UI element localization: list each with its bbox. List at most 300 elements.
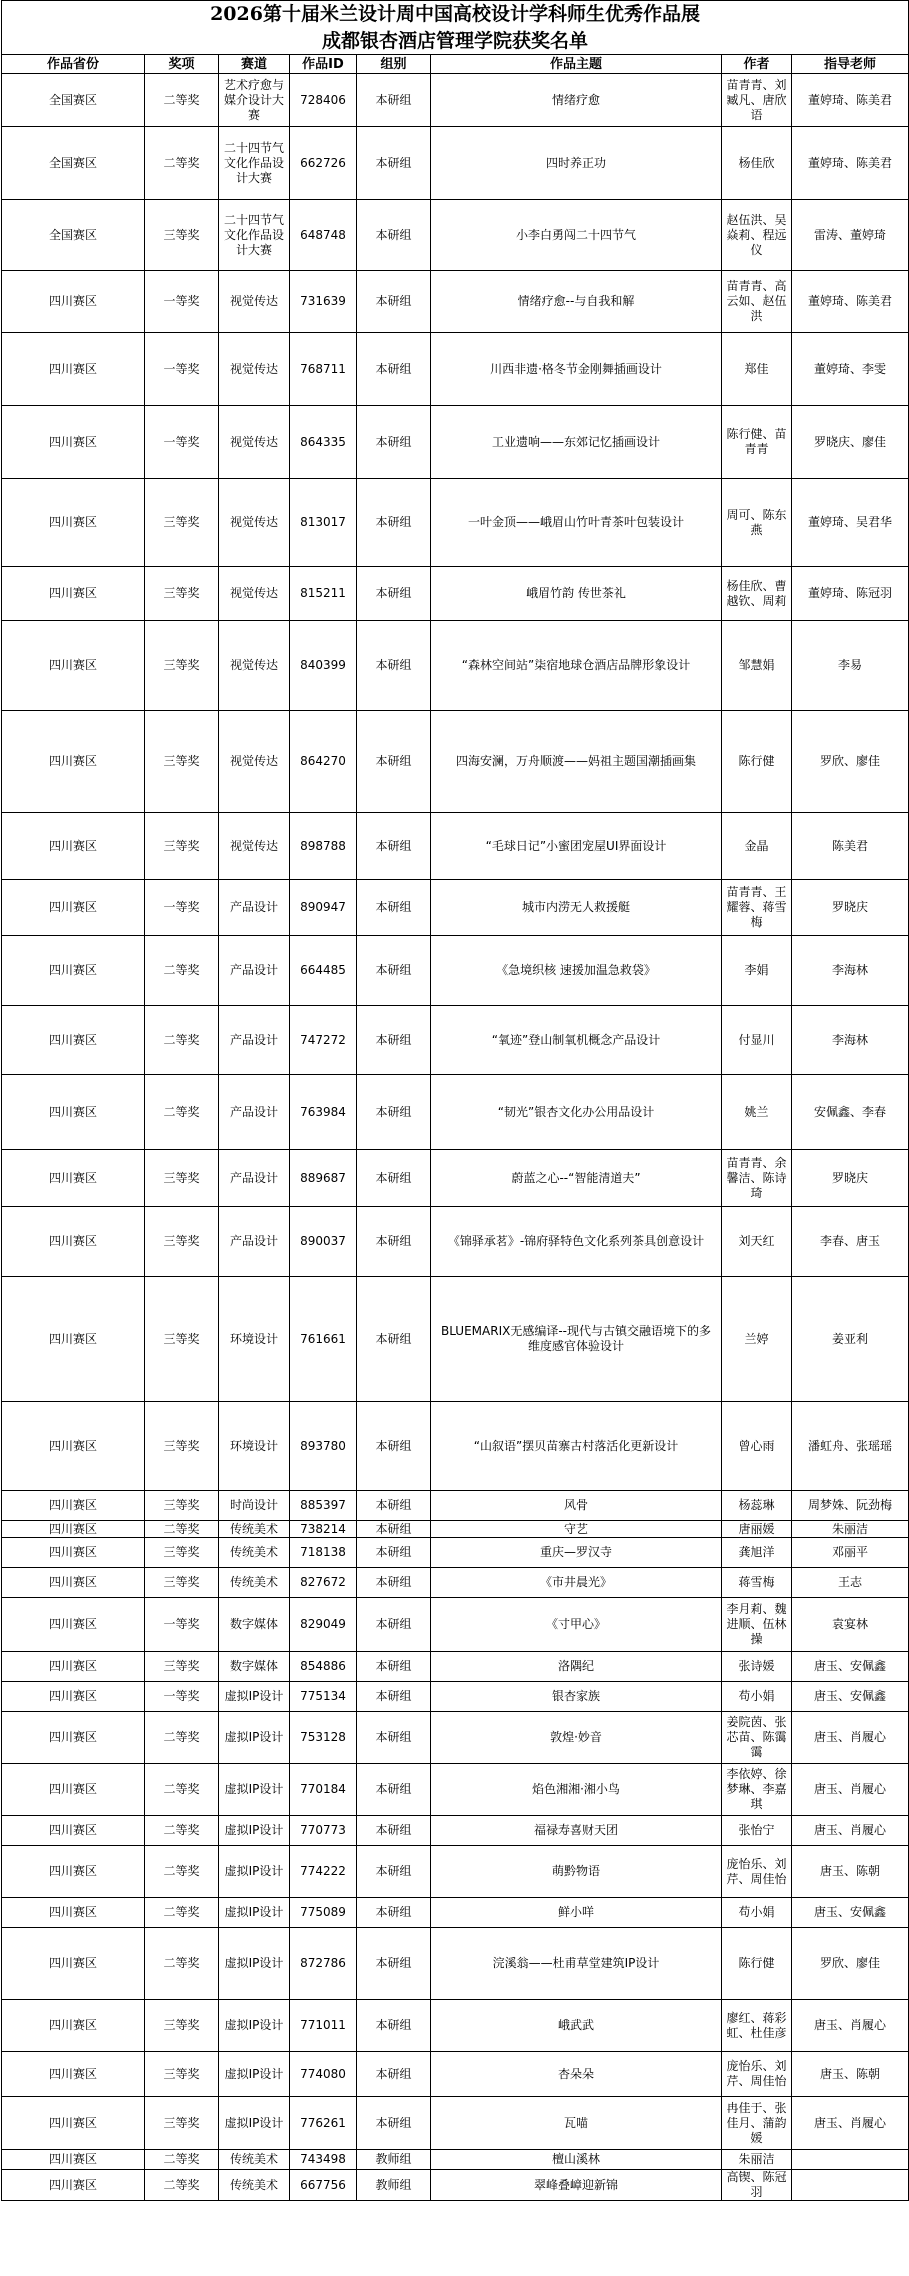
topic-cell: 杏朵朵 — [431, 2052, 722, 2097]
award-cell: 二等奖 — [145, 936, 219, 1006]
teacher-cell: 唐玉、肖履心 — [792, 1712, 909, 1764]
group-cell: 本研组 — [357, 74, 431, 127]
topic-cell: 《寸甲心》 — [431, 1598, 722, 1652]
topic-cell: 小李白勇闯二十四节气 — [431, 200, 722, 271]
award-cell: 二等奖 — [145, 1712, 219, 1764]
topic-cell: 檀山溪林 — [431, 2150, 722, 2170]
award-cell: 二等奖 — [145, 74, 219, 127]
table-row — [2, 1928, 909, 2000]
award-cell: 三等奖 — [145, 479, 219, 567]
group-cell: 本研组 — [357, 1652, 431, 1682]
col-header-province: 作品省份 — [2, 55, 145, 74]
track-cell: 视觉传达 — [219, 333, 290, 406]
author-cell: 姜院茵、张芯苗、陈霭霭 — [722, 1712, 792, 1764]
track-cell: 产品设计 — [219, 1075, 290, 1150]
author-cell: 蒋雪梅 — [722, 1568, 792, 1598]
track-cell: 传统美术 — [219, 2150, 290, 2170]
author-cell: 杨佳欣 — [722, 127, 792, 200]
group-cell: 本研组 — [357, 1521, 431, 1538]
id-cell: 775134 — [290, 1682, 357, 1712]
table-row — [2, 1006, 909, 1075]
col-header-group: 组别 — [357, 55, 431, 74]
topic-cell: 情绪疗愈 — [431, 74, 722, 127]
id-cell: 775089 — [290, 1898, 357, 1928]
track-cell: 虚拟IP设计 — [219, 2097, 290, 2150]
id-cell: 893780 — [290, 1402, 357, 1491]
teacher-cell: 唐玉、肖履心 — [792, 2097, 909, 2150]
id-cell: 731639 — [290, 271, 357, 333]
track-cell: 产品设计 — [219, 1006, 290, 1075]
province-cell: 四川赛区 — [2, 2097, 145, 2150]
table-row — [2, 74, 909, 127]
teacher-cell: 周梦姝、阮劲梅 — [792, 1491, 909, 1521]
province-cell: 四川赛区 — [2, 711, 145, 813]
table-row — [2, 271, 909, 333]
topic-cell: 情绪疗愈--与自我和解 — [431, 271, 722, 333]
id-cell: 771011 — [290, 2000, 357, 2052]
teacher-cell: 唐玉、安佩鑫 — [792, 1682, 909, 1712]
author-cell: 陈行健 — [722, 1928, 792, 2000]
author-cell: 李娟 — [722, 936, 792, 1006]
teacher-cell: 罗晓庆 — [792, 880, 909, 936]
author-cell: 陈行健 — [722, 711, 792, 813]
id-cell: 662726 — [290, 127, 357, 200]
topic-cell: 翠峰叠嶂迎新锦 — [431, 2170, 722, 2201]
track-cell: 环境设计 — [219, 1402, 290, 1491]
teacher-cell: 董婷琦、陈美君 — [792, 271, 909, 333]
province-cell: 四川赛区 — [2, 1006, 145, 1075]
author-cell: 邹慧娟 — [722, 621, 792, 711]
group-cell: 本研组 — [357, 1598, 431, 1652]
province-cell: 四川赛区 — [2, 1846, 145, 1898]
teacher-cell: 罗欣、廖佳 — [792, 1928, 909, 2000]
track-cell: 产品设计 — [219, 1207, 290, 1277]
author-cell: 姚兰 — [722, 1075, 792, 1150]
group-cell: 本研组 — [357, 1816, 431, 1846]
province-cell: 四川赛区 — [2, 1598, 145, 1652]
author-cell: 高锲、陈冠羽 — [722, 2170, 792, 2201]
group-cell: 本研组 — [357, 406, 431, 479]
table-row — [2, 1816, 909, 1846]
table-row — [2, 813, 909, 880]
title-row-2 — [2, 28, 909, 55]
group-cell: 本研组 — [357, 1764, 431, 1816]
award-cell: 二等奖 — [145, 1006, 219, 1075]
track-cell: 数字媒体 — [219, 1598, 290, 1652]
teacher-cell: 李海林 — [792, 1006, 909, 1075]
award-cell: 一等奖 — [145, 271, 219, 333]
id-cell: 768711 — [290, 333, 357, 406]
province-cell: 四川赛区 — [2, 1682, 145, 1712]
header-row — [2, 55, 909, 74]
group-cell: 本研组 — [357, 1150, 431, 1207]
teacher-cell: 唐玉、肖履心 — [792, 1764, 909, 1816]
award-cell: 一等奖 — [145, 406, 219, 479]
topic-cell: “森林空间站”柒宿地球仓酒店品牌形象设计 — [431, 621, 722, 711]
province-cell: 四川赛区 — [2, 1491, 145, 1521]
document-title: 2026第十届米兰设计周中国高校设计学科师生优秀作品展 — [2, 1, 909, 28]
award-cell: 二等奖 — [145, 1928, 219, 2000]
group-cell: 本研组 — [357, 1006, 431, 1075]
award-cell: 三等奖 — [145, 2097, 219, 2150]
group-cell: 本研组 — [357, 333, 431, 406]
track-cell: 时尚设计 — [219, 1491, 290, 1521]
teacher-cell: 董婷琦、陈冠羽 — [792, 567, 909, 621]
author-cell: 刘天红 — [722, 1207, 792, 1277]
track-cell: 虚拟IP设计 — [219, 2000, 290, 2052]
author-cell: 张诗媛 — [722, 1652, 792, 1682]
table-row — [2, 1075, 909, 1150]
table-row — [2, 127, 909, 200]
award-table — [1, 0, 909, 2201]
award-cell: 二等奖 — [145, 2150, 219, 2170]
table-row — [2, 2052, 909, 2097]
award-cell: 三等奖 — [145, 1402, 219, 1491]
id-cell: 728406 — [290, 74, 357, 127]
group-cell: 本研组 — [357, 200, 431, 271]
award-cell: 三等奖 — [145, 1568, 219, 1598]
topic-cell: “韧光”银杏文化办公用品设计 — [431, 1075, 722, 1150]
table-row — [2, 333, 909, 406]
award-cell: 三等奖 — [145, 567, 219, 621]
author-cell: 兰婷 — [722, 1277, 792, 1402]
table-row — [2, 1150, 909, 1207]
topic-cell: “氧迹”登山制氧机概念产品设计 — [431, 1006, 722, 1075]
author-cell: 曾心雨 — [722, 1402, 792, 1491]
topic-cell: 守艺 — [431, 1521, 722, 1538]
province-cell: 全国赛区 — [2, 200, 145, 271]
province-cell: 四川赛区 — [2, 2000, 145, 2052]
group-cell: 本研组 — [357, 880, 431, 936]
table-row — [2, 1764, 909, 1816]
id-cell: 890947 — [290, 880, 357, 936]
province-cell: 四川赛区 — [2, 1568, 145, 1598]
province-cell: 四川赛区 — [2, 1521, 145, 1538]
track-cell: 视觉传达 — [219, 711, 290, 813]
award-cell: 二等奖 — [145, 1521, 219, 1538]
topic-cell: 福禄寿喜财天团 — [431, 1816, 722, 1846]
teacher-cell: 唐玉、肖履心 — [792, 2000, 909, 2052]
track-cell: 视觉传达 — [219, 813, 290, 880]
group-cell: 本研组 — [357, 1075, 431, 1150]
province-cell: 四川赛区 — [2, 1538, 145, 1568]
track-cell: 传统美术 — [219, 1568, 290, 1598]
topic-cell: 四海安澜，万舟顺渡——妈祖主题国潮插画集 — [431, 711, 722, 813]
author-cell: 苗青青、刘臧凡、唐欣语 — [722, 74, 792, 127]
track-cell: 虚拟IP设计 — [219, 2052, 290, 2097]
group-cell: 本研组 — [357, 127, 431, 200]
teacher-cell: 唐玉、陈朝 — [792, 2052, 909, 2097]
topic-cell: 一叶金顶——峨眉山竹叶青茶叶包装设计 — [431, 479, 722, 567]
id-cell: 648748 — [290, 200, 357, 271]
award-cell: 二等奖 — [145, 1816, 219, 1846]
group-cell: 本研组 — [357, 479, 431, 567]
table-row — [2, 621, 909, 711]
col-header-teacher: 指导老师 — [792, 55, 909, 74]
teacher-cell: 董婷琦、陈美君 — [792, 127, 909, 200]
author-cell: 杨佳欣、曹越钦、周莉 — [722, 567, 792, 621]
teacher-cell: 罗晓庆、廖佳 — [792, 406, 909, 479]
table-body — [2, 74, 909, 2201]
group-cell: 本研组 — [357, 1277, 431, 1402]
topic-cell: “毛球日记”小蜜团宠屋UI界面设计 — [431, 813, 722, 880]
table-row — [2, 1402, 909, 1491]
award-cell: 三等奖 — [145, 1207, 219, 1277]
province-cell: 四川赛区 — [2, 1075, 145, 1150]
track-cell: 视觉传达 — [219, 567, 290, 621]
province-cell: 四川赛区 — [2, 406, 145, 479]
group-cell: 本研组 — [357, 2097, 431, 2150]
award-cell: 一等奖 — [145, 1682, 219, 1712]
group-cell: 本研组 — [357, 936, 431, 1006]
award-cell: 三等奖 — [145, 2052, 219, 2097]
group-cell: 本研组 — [357, 1928, 431, 2000]
teacher-cell: 姜亚利 — [792, 1277, 909, 1402]
award-cell: 三等奖 — [145, 2000, 219, 2052]
teacher-cell — [792, 2150, 909, 2170]
teacher-cell — [792, 2170, 909, 2201]
group-cell: 本研组 — [357, 1898, 431, 1928]
province-cell: 四川赛区 — [2, 1277, 145, 1402]
id-cell: 898788 — [290, 813, 357, 880]
group-cell: 本研组 — [357, 1402, 431, 1491]
teacher-cell: 陈美君 — [792, 813, 909, 880]
award-cell: 三等奖 — [145, 1491, 219, 1521]
topic-cell: 焰色湘湘·湘小鸟 — [431, 1764, 722, 1816]
award-cell: 三等奖 — [145, 711, 219, 813]
id-cell: 774080 — [290, 2052, 357, 2097]
award-cell: 三等奖 — [145, 1652, 219, 1682]
province-cell: 四川赛区 — [2, 1150, 145, 1207]
province-cell: 四川赛区 — [2, 1712, 145, 1764]
award-cell: 三等奖 — [145, 1538, 219, 1568]
id-cell: 743498 — [290, 2150, 357, 2170]
province-cell: 四川赛区 — [2, 333, 145, 406]
award-cell: 三等奖 — [145, 1150, 219, 1207]
id-cell: 747272 — [290, 1006, 357, 1075]
province-cell: 四川赛区 — [2, 1928, 145, 2000]
group-cell: 本研组 — [357, 621, 431, 711]
topic-cell: 重庆—罗汉寺 — [431, 1538, 722, 1568]
author-cell: 廖红、蒋彩虹、杜佳彦 — [722, 2000, 792, 2052]
id-cell: 753128 — [290, 1712, 357, 1764]
author-cell: 苟小娟 — [722, 1682, 792, 1712]
group-cell: 本研组 — [357, 271, 431, 333]
award-cell: 一等奖 — [145, 880, 219, 936]
topic-cell: 洛隅纪 — [431, 1652, 722, 1682]
teacher-cell: 董婷琦、陈美君 — [792, 74, 909, 127]
table-row — [2, 2170, 909, 2201]
table-row — [2, 1898, 909, 1928]
group-cell: 本研组 — [357, 1207, 431, 1277]
id-cell: 776261 — [290, 2097, 357, 2150]
track-cell: 虚拟IP设计 — [219, 1928, 290, 2000]
topic-cell: 银杏家族 — [431, 1682, 722, 1712]
group-cell: 本研组 — [357, 2000, 431, 2052]
topic-cell: 城市内涝无人救援艇 — [431, 880, 722, 936]
teacher-cell: 唐玉、陈朝 — [792, 1846, 909, 1898]
topic-cell: 瓦喵 — [431, 2097, 722, 2150]
award-cell: 二等奖 — [145, 127, 219, 200]
track-cell: 传统美术 — [219, 1538, 290, 1568]
province-cell: 四川赛区 — [2, 1764, 145, 1816]
track-cell: 艺术疗愈与媒介设计大赛 — [219, 74, 290, 127]
id-cell: 829049 — [290, 1598, 357, 1652]
track-cell: 虚拟IP设计 — [219, 1764, 290, 1816]
province-cell: 四川赛区 — [2, 1898, 145, 1928]
track-cell: 视觉传达 — [219, 271, 290, 333]
track-cell: 传统美术 — [219, 2170, 290, 2201]
table-row — [2, 1568, 909, 1598]
province-cell: 四川赛区 — [2, 2052, 145, 2097]
table-row — [2, 1712, 909, 1764]
topic-cell: 工业遗响——东郊记忆插画设计 — [431, 406, 722, 479]
table-row — [2, 1846, 909, 1898]
track-cell: 数字媒体 — [219, 1652, 290, 1682]
col-header-author: 作者 — [722, 55, 792, 74]
id-cell: 815211 — [290, 567, 357, 621]
award-cell: 一等奖 — [145, 1598, 219, 1652]
province-cell: 四川赛区 — [2, 1816, 145, 1846]
topic-cell: 蔚蓝之心--“智能清道夫” — [431, 1150, 722, 1207]
document-subtitle: 成都银杏酒店管理学院获奖名单 — [2, 28, 909, 55]
teacher-cell: 罗欣、廖佳 — [792, 711, 909, 813]
title-row-1 — [2, 1, 909, 28]
topic-cell: 《急境织核 速援加温急救袋》 — [431, 936, 722, 1006]
track-cell: 虚拟IP设计 — [219, 1898, 290, 1928]
teacher-cell: 袁宴林 — [792, 1598, 909, 1652]
topic-cell: 四时养正功 — [431, 127, 722, 200]
province-cell: 四川赛区 — [2, 1402, 145, 1491]
teacher-cell: 李春、唐玉 — [792, 1207, 909, 1277]
award-cell: 一等奖 — [145, 333, 219, 406]
id-cell: 885397 — [290, 1491, 357, 1521]
province-cell: 四川赛区 — [2, 2170, 145, 2201]
table-row — [2, 406, 909, 479]
col-header-track: 赛道 — [219, 55, 290, 74]
group-cell: 本研组 — [357, 813, 431, 880]
id-cell: 763984 — [290, 1075, 357, 1150]
province-cell: 四川赛区 — [2, 813, 145, 880]
group-cell: 本研组 — [357, 1712, 431, 1764]
group-cell: 本研组 — [357, 567, 431, 621]
author-cell: 张怡宁 — [722, 1816, 792, 1846]
topic-cell: 风骨 — [431, 1491, 722, 1521]
author-cell: 苗青青、王耀蓉、蒋雪梅 — [722, 880, 792, 936]
topic-cell: BLUEMARIX无感编译--现代与古镇交融语境下的多维度感官体验设计 — [431, 1277, 722, 1402]
award-cell: 三等奖 — [145, 621, 219, 711]
topic-cell: 敦煌·妙音 — [431, 1712, 722, 1764]
table-row — [2, 1491, 909, 1521]
teacher-cell: 唐玉、安佩鑫 — [792, 1898, 909, 1928]
id-cell: 813017 — [290, 479, 357, 567]
author-cell: 唐丽媛 — [722, 1521, 792, 1538]
table-row — [2, 200, 909, 271]
track-cell: 产品设计 — [219, 880, 290, 936]
province-cell: 四川赛区 — [2, 567, 145, 621]
author-cell: 付显川 — [722, 1006, 792, 1075]
province-cell: 四川赛区 — [2, 271, 145, 333]
author-cell: 龚旭洋 — [722, 1538, 792, 1568]
author-cell: 朱丽洁 — [722, 2150, 792, 2170]
topic-cell: 《市井晨光》 — [431, 1568, 722, 1598]
author-cell: 郑佳 — [722, 333, 792, 406]
province-cell: 四川赛区 — [2, 621, 145, 711]
topic-cell: 鲜小咩 — [431, 1898, 722, 1928]
teacher-cell: 李海林 — [792, 936, 909, 1006]
author-cell: 苗青青、高云如、赵伍洪 — [722, 271, 792, 333]
teacher-cell: 唐玉、安佩鑫 — [792, 1652, 909, 1682]
track-cell: 二十四节气文化作品设计大赛 — [219, 127, 290, 200]
id-cell: 770773 — [290, 1816, 357, 1846]
topic-cell: 峨武武 — [431, 2000, 722, 2052]
author-cell: 庞怡乐、刘芹、周佳怡 — [722, 2052, 792, 2097]
group-cell: 本研组 — [357, 1491, 431, 1521]
teacher-cell: 王志 — [792, 1568, 909, 1598]
table-row — [2, 2000, 909, 2052]
author-cell: 李依婷、徐梦琳、李嘉琪 — [722, 1764, 792, 1816]
author-cell: 陈行健、苗青青 — [722, 406, 792, 479]
teacher-cell: 朱丽洁 — [792, 1521, 909, 1538]
group-cell: 教师组 — [357, 2150, 431, 2170]
author-cell: 赵伍洪、吴焱莉、程远仪 — [722, 200, 792, 271]
award-cell: 三等奖 — [145, 200, 219, 271]
table-row — [2, 1538, 909, 1568]
id-cell: 827672 — [290, 1568, 357, 1598]
group-cell: 本研组 — [357, 711, 431, 813]
id-cell: 840399 — [290, 621, 357, 711]
author-cell: 庞怡乐、刘芹、周佳怡 — [722, 1846, 792, 1898]
id-cell: 890037 — [290, 1207, 357, 1277]
award-cell: 二等奖 — [145, 1898, 219, 1928]
track-cell: 环境设计 — [219, 1277, 290, 1402]
award-cell: 二等奖 — [145, 1846, 219, 1898]
teacher-cell: 安佩鑫、李春 — [792, 1075, 909, 1150]
id-cell: 774222 — [290, 1846, 357, 1898]
track-cell: 虚拟IP设计 — [219, 1816, 290, 1846]
table-row — [2, 1682, 909, 1712]
track-cell: 视觉传达 — [219, 406, 290, 479]
table-row — [2, 1277, 909, 1402]
teacher-cell: 李易 — [792, 621, 909, 711]
author-cell: 苟小娟 — [722, 1898, 792, 1928]
id-cell: 864335 — [290, 406, 357, 479]
track-cell: 虚拟IP设计 — [219, 1682, 290, 1712]
table-row — [2, 936, 909, 1006]
table-row — [2, 2150, 909, 2170]
award-cell: 二等奖 — [145, 1075, 219, 1150]
id-cell: 770184 — [290, 1764, 357, 1816]
id-cell: 889687 — [290, 1150, 357, 1207]
award-cell: 三等奖 — [145, 1277, 219, 1402]
province-cell: 四川赛区 — [2, 2150, 145, 2170]
id-cell: 667756 — [290, 2170, 357, 2201]
table-row — [2, 1652, 909, 1682]
teacher-cell: 潘虹舟、张瑶瑶 — [792, 1402, 909, 1491]
award-cell: 二等奖 — [145, 1764, 219, 1816]
author-cell: 李月莉、魏进顺、伍林操 — [722, 1598, 792, 1652]
col-header-award: 奖项 — [145, 55, 219, 74]
table-row — [2, 1598, 909, 1652]
topic-cell: 浣溪翁——杜甫草堂建筑IP设计 — [431, 1928, 722, 2000]
author-cell: 冉佳于、张佳月、蒲韵媛 — [722, 2097, 792, 2150]
author-cell: 金晶 — [722, 813, 792, 880]
teacher-cell: 唐玉、肖履心 — [792, 1816, 909, 1846]
teacher-cell: 罗晓庆 — [792, 1150, 909, 1207]
group-cell: 本研组 — [357, 1568, 431, 1598]
track-cell: 视觉传达 — [219, 479, 290, 567]
topic-cell: 《锦驿承茗》-锦府驿特色文化系列茶具创意设计 — [431, 1207, 722, 1277]
